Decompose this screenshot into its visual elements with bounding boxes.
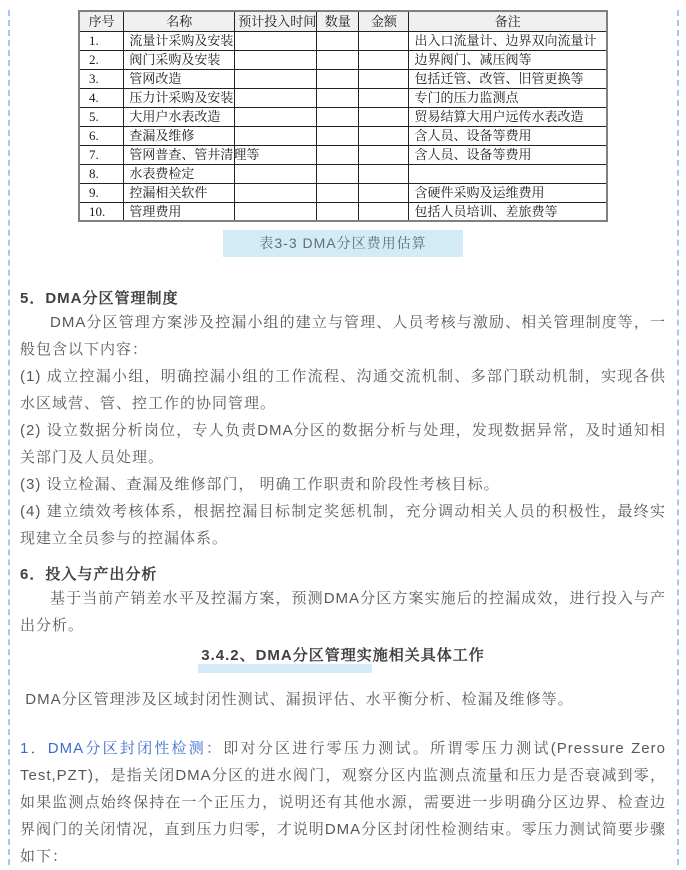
table-row	[79, 183, 607, 202]
cell-qty	[317, 164, 359, 183]
cell-amount	[359, 50, 409, 69]
cell-qty	[317, 31, 359, 50]
cell-name: 大用户水表改造	[124, 107, 235, 126]
cell-index: 1.	[79, 31, 124, 50]
cell-index: 8.	[79, 164, 124, 183]
heading-highlight-bar	[198, 664, 372, 673]
cell-name: 流量计采购及安装	[124, 31, 235, 50]
cell-name: 管理费用	[124, 202, 235, 221]
list-item-4: (4) 建立绩效考核体系，根据控漏目标制定奖惩机制，充分调动相关人员的积极性，最终实现建立全员参与的控漏体系。	[20, 503, 666, 547]
closure-test-text: 即对分区进行零压力测试。所谓零压力测试(Pressure Zero Test,PZT)，是指关闭DMA分区的进水阀门，观察分区内监测点流量和压力是否衰减到零，如果监测点始终保持在一个正压力，说明还有其他水源，需要进一步明确分区边界、检查边界阀门的关闭情况，直到压力归零，才说明DMA分区封闭性检测结束。零压力测试简要步骤如下：	[20, 740, 666, 865]
cell-time	[235, 183, 317, 202]
page-right-dashed-border	[677, 10, 679, 865]
header-cell-qty: 数量	[317, 11, 359, 31]
cell-amount	[359, 107, 409, 126]
header-cell-index: 序号	[79, 11, 124, 31]
cell-qty	[317, 145, 359, 164]
cell-remark: 包括人员培训、差旅费等	[409, 202, 607, 221]
cell-qty	[317, 126, 359, 145]
section-342-heading	[20, 645, 666, 666]
cell-time	[235, 202, 317, 221]
table-row	[79, 50, 607, 69]
list-item-3: (3) 设立检漏、查漏及维修部门， 明确工作职责和阶段性考核目标。	[20, 476, 500, 493]
cell-remark: 含人员、设备等费用	[409, 145, 607, 164]
list-item-2: (2) 设立数据分析岗位，专人负责DMA分区的数据分析与处理，发现数据异常，及时通知相关部门及人员处理。	[20, 422, 666, 466]
section-5-paragraph: DMA分区管理方案涉及控漏小组的建立与管理、人员考核与激励、相关管理制度等，一般包含以下内容：	[20, 314, 666, 358]
cell-time	[235, 164, 317, 183]
table-row	[79, 31, 607, 50]
header-cell-remark: 备注	[409, 11, 607, 31]
cell-index: 10.	[79, 202, 124, 221]
cell-remark: 专门的压力监测点	[409, 88, 607, 107]
document-body	[20, 288, 666, 870]
cell-remark: 含人员、设备等费用	[409, 126, 607, 145]
cell-index: 2.	[79, 50, 124, 69]
cell-amount	[359, 31, 409, 50]
cell-amount	[359, 145, 409, 164]
document-page	[0, 10, 686, 865]
cell-name: 查漏及维修	[124, 126, 235, 145]
section-342-intro: DMA分区管理涉及区域封闭性测试、漏损评估、水平衡分析、检漏及维修等。	[25, 691, 574, 708]
section-342-heading-text: 3.4.2、DMA分区管理实施相关具体工作	[201, 647, 485, 664]
cell-amount	[359, 88, 409, 107]
list-item-1: (1) 成立控漏小组，明确控漏小组的工作流程、沟通交流机制、多部门联动机制，实现各供水区域营、管、控工作的协同管理。	[20, 368, 666, 412]
closure-test-label: 1．DMA分区封闭性检测：	[20, 740, 224, 757]
table-row	[79, 88, 607, 107]
page-left-dashed-border	[8, 10, 10, 865]
cell-time	[235, 107, 317, 126]
section-6-paragraph: 基于当前产销差水平及控漏方案，预测DMA分区方案实施后的控漏成效，进行投入与产出分析。	[20, 590, 666, 634]
cell-time	[235, 126, 317, 145]
cell-amount	[359, 126, 409, 145]
cell-remark: 贸易结算大用户远传水表改造	[409, 107, 607, 126]
cell-remark: 含硬件采购及运维费用	[409, 183, 607, 202]
cell-time	[235, 31, 317, 50]
cell-time	[235, 69, 317, 88]
cell-name: 阀门采购及安装	[124, 50, 235, 69]
section-5-heading: 5．DMA分区管理制度	[20, 290, 179, 307]
cell-remark: 出入口流量计、边界双向流量计	[409, 31, 607, 50]
table-row	[79, 145, 607, 164]
cell-index: 7.	[79, 145, 124, 164]
header-cell-time: 预计投入时间	[235, 11, 317, 31]
header-cell-amount: 金额	[359, 11, 409, 31]
cell-name: 压力计采购及安装	[124, 88, 235, 107]
table-row	[79, 107, 607, 126]
cell-remark	[409, 164, 607, 183]
cell-qty	[317, 202, 359, 221]
cell-index: 5.	[79, 107, 124, 126]
cell-remark: 边界阀门、减压阀等	[409, 50, 607, 69]
table-row	[79, 164, 607, 183]
table-row	[79, 69, 607, 88]
cell-amount	[359, 164, 409, 183]
cell-qty	[317, 88, 359, 107]
cost-estimate-table	[78, 10, 608, 222]
header-cell-name: 名称	[124, 11, 235, 31]
table-header-row	[79, 11, 607, 31]
cell-qty	[317, 69, 359, 88]
section-6-heading: 6．投入与产出分析	[20, 566, 158, 583]
cell-name: 管网改造	[124, 69, 235, 88]
table-row	[79, 202, 607, 221]
cell-index: 9.	[79, 183, 124, 202]
cell-qty	[317, 183, 359, 202]
cell-amount	[359, 183, 409, 202]
cell-qty	[317, 107, 359, 126]
cell-amount	[359, 202, 409, 221]
closure-test-paragraph	[20, 735, 666, 870]
cell-qty	[317, 50, 359, 69]
cell-name: 管网普查、管井清理等	[124, 145, 235, 164]
cell-index: 4.	[79, 88, 124, 107]
cell-index: 3.	[79, 69, 124, 88]
cell-time	[235, 50, 317, 69]
cell-name: 水表费检定	[124, 164, 235, 183]
cell-index: 6.	[79, 126, 124, 145]
cell-amount	[359, 69, 409, 88]
cell-time	[235, 88, 317, 107]
table-row	[79, 126, 607, 145]
table-caption: 表3-3 DMA分区费用估算	[223, 230, 462, 257]
cell-remark: 包括迁管、改管、旧管更换等	[409, 69, 607, 88]
cell-name: 控漏相关软件	[124, 183, 235, 202]
